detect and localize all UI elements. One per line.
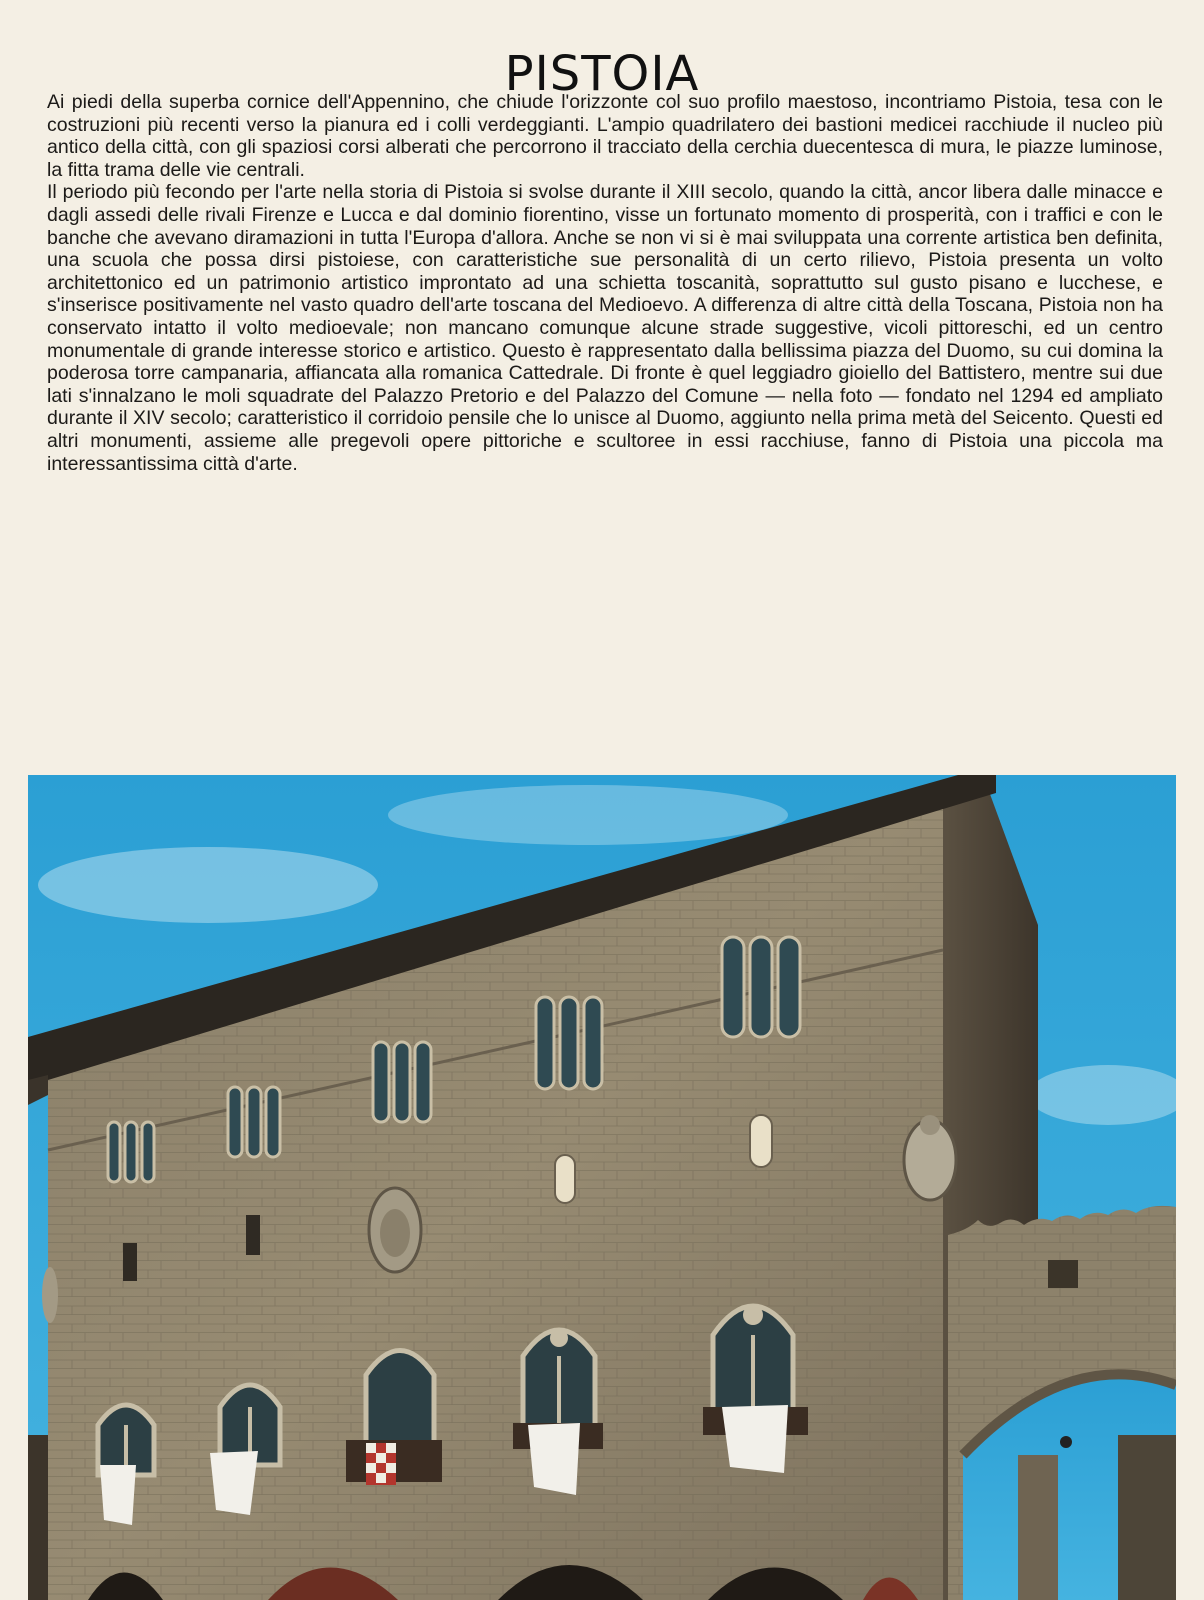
paragraph-intro: Ai piedi della superba cornice dell'Appennino, che chiude l'orizzonte col suo profilo maestoso, incontriamo Pistoia, tesa con le costruzioni più recenti verso la pianura ed i colli verdeggianti. L'ampio quadrilatero dei bastioni medicei racchiude il nucleo più antico della città, con gli spaziosi corsi alberati che percorrono il tracciato della cerchia duecentesca di mura, le piazze luminose, la fitta trama delle vie centrali. xyxy=(47,91,1163,181)
article-body xyxy=(47,91,1163,475)
photo-illustration xyxy=(28,775,1176,1600)
coat-of-arms-center xyxy=(369,1188,421,1272)
page-title: PISTOIA xyxy=(504,46,700,103)
palazzo-comune-photo xyxy=(28,775,1176,1600)
hanging-corridor xyxy=(948,1206,1176,1600)
paragraph-history: Il periodo più fecondo per l'arte nella storia di Pistoia si svolse durante il XIII secolo, quando la città, ancor libera dalle minacce e dagli assedi delle rivali Firenze e Lucca e dal dominio fiorentino, visse un fortunato momento di prosperità, con i traffici e con le banche che avevano diramazioni in tutta l'Europa d'allora. Anche se non vi si è mai sviluppata una corrente artistica ben definita, una scuola che possa dirsi pistoiese, con caratteristiche sue personalità di un certo rilievo, Pistoia presenta un volto architettonico ed un patrimonio artistico improntato ad una schietta toscanità, soprattutto sul gusto pisano e lucchese, e s'inserisce positivamente nel vasto quadro dell'arte toscana del Medioevo. A differenza di altre città della Toscana, Pistoia non ha conservato intatto il volto medioevale; non mancano comunque alcune strade suggestive, vicoli pittoreschi, ed un centro monumentale di grande interesse storico e artistico. Questo è rappresentato dalla bellissima piazza del Duomo, su cui domina la poderosa torre campanaria, affiancata alla romanica Cattedrale. Di fronte è quel leggiadro gioiello del Battistero, mentre sui due lati s'innalzano le moli squadrate del Palazzo Pretorio e del Palazzo del Comune — nella foto — fondato nel 1294 ed ampliato durante il XIV secolo; caratteristico il corridoio pensile che lo unisce al Duomo, aggiunto nella prima metà del Seicento. Questi ed altri monumenti, assieme alle pregevoli opere pittoriche e scultoree in essi racchiuse, fanno di Pistoia una piccola ma interessantissima città d'arte. xyxy=(47,181,1163,475)
